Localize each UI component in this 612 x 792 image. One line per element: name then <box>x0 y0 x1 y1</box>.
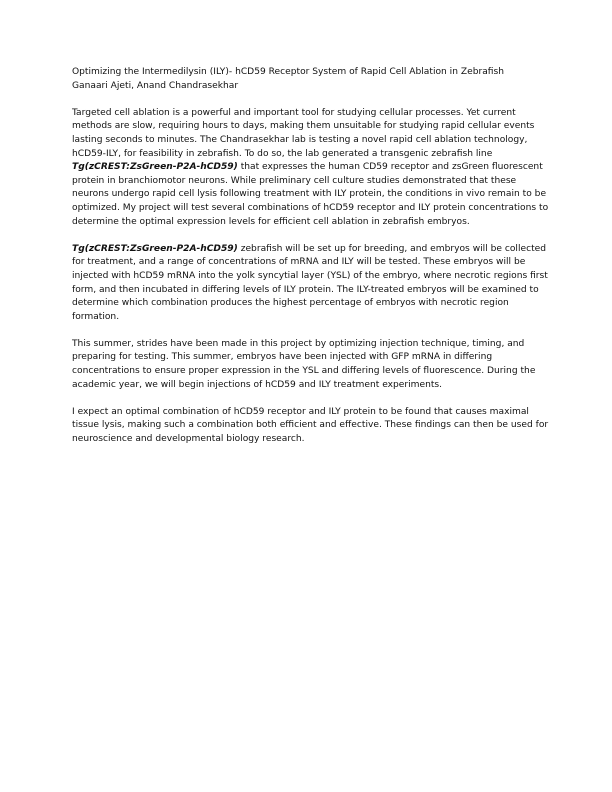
paragraph-2-transgene: Tg(zCREST:ZsGreen-P2A-hCD59) <box>72 243 238 254</box>
paragraph-3: This summer, strides have been made in this project by optimizing injection technique, timing, and preparing for testing. This summer, embryos have been injected with GFP mRNA in differing concentrations to ensure proper expression in the YSL and differing levels of fluorescence. During the academic year, we will begin injections of hCD59 and ILY treatment experiments. <box>72 338 536 390</box>
paragraph-1-text-b: that expresses the human CD59 receptor and zsGreen fluorescent protein in branchiomotor neurons. While preliminary cell culture studies demonstrated that these neurons undergo rapid cell lysis following treatment with ILY protein, the conditions in vivo remain to be optimized. My project will test several combinations of hCD59 receptor and ILY protein concentrations to determine the optimal expression levels for efficient cell ablation in zebrafish embryos. <box>72 162 549 227</box>
document-body <box>72 66 554 460</box>
paragraph-1 <box>72 107 554 229</box>
paragraph-1-text-a: Targeted cell ablation is a powerful and important tool for studying cellular processes. Yet current methods are slow, requiring hours to days, making them unsuitable for studying rapid cellular events lasting seconds to minutes. The Chandrasekhar lab is testing a novel rapid cell ablation technology, hCD59-ILY, for feasibility in zebrafish. To do so, the lab generated a transgenic zebrafish line <box>72 107 535 159</box>
document-title: Optimizing the Intermedilysin (ILY)- hCD59 Receptor System of Rapid Cell Ablation in Zebrafish <box>72 67 505 77</box>
document-authors: Ganaari Ajeti, Anand Chandrasekhar <box>72 80 239 91</box>
paragraph-2-text: zebrafish will be set up for breeding, and embryos will be collected for treatment, and a range of concentrations of mRNA and ILY will be tested. These embryos will be injected with hCD59 mRNA into the yolk syncytial layer (YSL) of the embryo, where necrotic regions first form, and then incubated in differing levels of ILY protein. The ILY-treated embryos will be examined to determine which combination produces the highest percentage of embryos with necrotic region formation. <box>72 243 548 322</box>
paragraph-4: I expect an optimal combination of hCD59 receptor and ILY protein to be found that causes maximal tissue lysis, making such a combination both efficient and effective. These findings can then be used for neuroscience and developmental biology research. <box>72 406 549 445</box>
paragraph-1-transgene: Tg(zCREST:ZsGreen-P2A-hCD59) <box>72 162 238 173</box>
header-block <box>72 66 554 93</box>
paragraph-2 <box>72 243 554 325</box>
